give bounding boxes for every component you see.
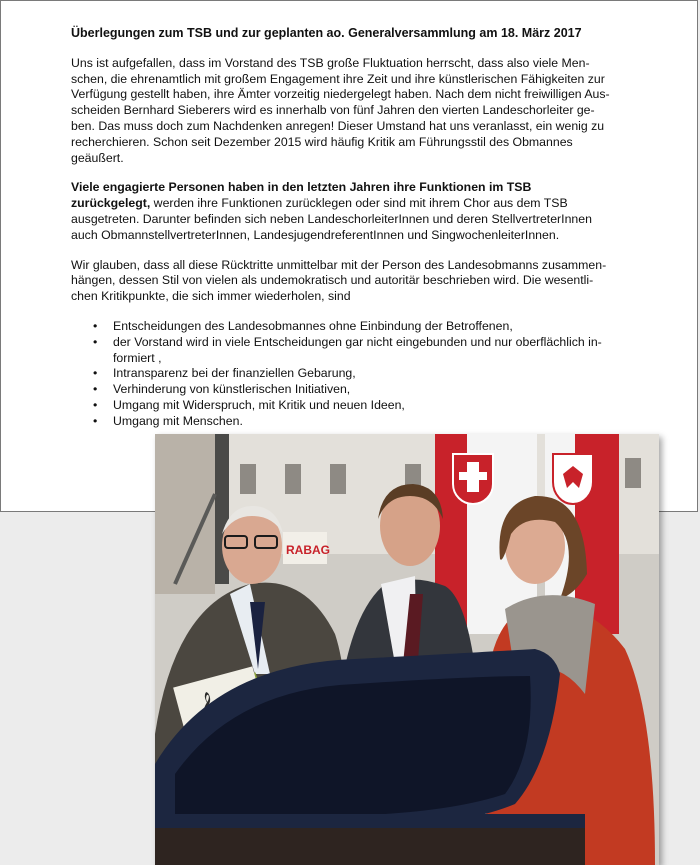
paragraph-line: hängen, dessen Stil von vielen als undemokratisch und autoritär beschrieben wird. Die wesentli- xyxy=(71,273,594,288)
paragraph-line: ben. Das muss doch zum Nachdenken anregen! Dieser Umstand hat uns veranlasst, ein wenig zu xyxy=(71,118,605,133)
paragraph-3 xyxy=(71,258,636,305)
list-item: • Entscheidungen des Landesobmannes ohne Einbindung der Betroffenen, xyxy=(93,319,636,335)
coat-of-arms-tyrol xyxy=(553,454,593,504)
paragraph-line: schen, die ehrenamtlich mit großem Engagement ihre Zeit und ihre künstlerischen Fähigkeiten zur xyxy=(71,71,605,86)
paragraph-line: chen Kritikpunkte, die sich immer wiederholen, sind xyxy=(71,289,351,304)
list-item: • der Vorstand wird in viele Entscheidungen gar nicht eingebunden und nur oberflächlich in- formiert , xyxy=(93,335,636,367)
criticism-list xyxy=(71,319,636,430)
list-item: • Intransparenz bei der finanziellen Gebarung, xyxy=(93,366,636,382)
bold-statement: Viele engagierte Personen haben in den letzten Jahren ihre Funktionen im TSB xyxy=(71,180,532,195)
paragraph-line: recherchieren. Schon seit Dezember 2015 wird häufig Kritik am Führungsstil des Obmannes xyxy=(71,134,573,149)
paragraph-line: scheiden Bernhard Sieberers wird es innerhalb von fünf Jahren den vierten Landeschorleiter ge- xyxy=(71,103,595,118)
document-body xyxy=(71,26,636,430)
paragraph-line: Uns ist aufgefallen, dass im Vorstand des TSB große Fluktuation herrscht, dass also viele Men- xyxy=(71,55,590,70)
bold-statement: zurückgelegt, xyxy=(71,196,151,211)
coat-of-arms-innsbruck xyxy=(453,454,493,504)
sign-text: RABAG xyxy=(286,543,330,557)
paragraph-2 xyxy=(71,180,636,243)
list-item: • Umgang mit Menschen. xyxy=(93,414,636,430)
list-item: • Verhinderung von künstlerischen Initiativen, xyxy=(93,382,636,398)
paragraph-line: geäußert. xyxy=(71,150,124,165)
photo-illustration xyxy=(155,434,659,865)
press-photo xyxy=(155,434,659,865)
paragraph-1 xyxy=(71,56,636,167)
paragraph-line: ausgetreten. Darunter befinden sich neben LandeschorleiterInnen und deren StellvertreterInnen xyxy=(71,211,592,226)
paragraph-line: Verfügung gestellt haben, ihre Ämter vorzeitig niedergelegt haben. Nach dem nicht freiwilligen Aus- xyxy=(71,87,610,102)
paragraph-line: Wir glauben, dass all diese Rücktritte unmittelbar mit der Person des Landesobmanns zusammen- xyxy=(71,257,607,272)
paragraph-text: werden ihre Funktionen zurücklegen oder sind mit ihrem Chor aus dem TSB xyxy=(150,196,568,211)
list-item: • Umgang mit Widerspruch, mit Kritik und neuen Ideen, xyxy=(93,398,636,414)
document-title: Überlegungen zum TSB und zur geplanten ao. Generalversammlung am 18. März 2017 xyxy=(71,26,582,40)
paragraph-line: auch ObmannstellvertreterInnen, LandesjugendreferentInnen und SingwochenleiterInnen. xyxy=(71,227,560,242)
